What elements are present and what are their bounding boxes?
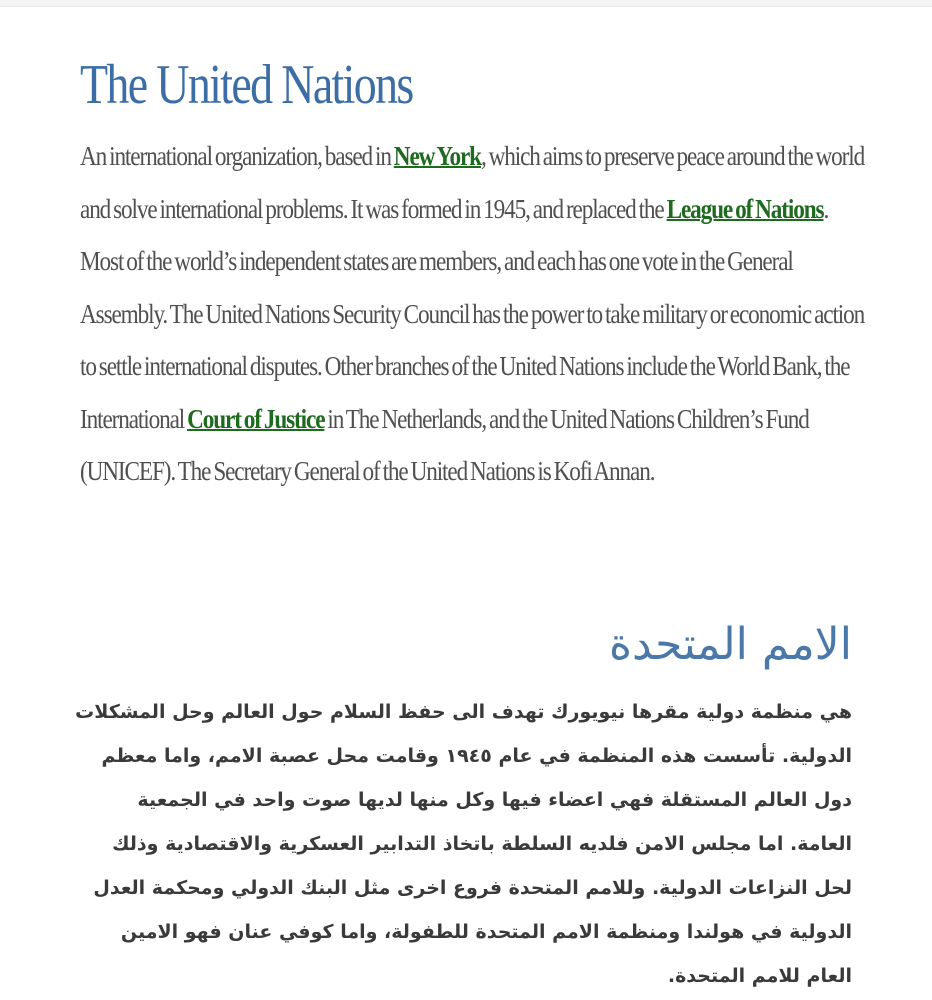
- court-of-justice-link[interactable]: Court of Justice: [187, 403, 325, 434]
- new-york-link[interactable]: New York: [393, 141, 481, 171]
- english-section: [80, 40, 870, 498]
- english-title: The United Nations: [80, 54, 413, 116]
- arabic-section: [72, 600, 852, 998]
- english-text-3: . Most of the world’s independent states are members, and each has one vote in the General Assembly. The United Nations Security Council has the power to take military or economic action to settle international disputes. Other branches of the United Nations include the World Bank, the International: [80, 193, 865, 434]
- english-text-1: An international organization, based in: [80, 141, 394, 171]
- arabic-paragraph: هي منظمة دولية مقرها نيويورك تهدف الى حفظ السلام حول العالم وحل المشكلات الدولية. تأسست هذه المنظمة في عام ١٩٤٥ وقامت محل عصبة الامم، واما معظم دول العالم المستقلة فهي اعضاء فيها وكل منها لديها صوت واحد في الجمعية العامة. اما مجلس الامن فلديه السلطة باتخاذ التدابير العسكرية والاقتصادية وذلك لحل النزاعات الدولية. وللامم المتحدة فروع اخرى مثل البنك الدولي ومحكمة العدل الدولية في هولندا ومنظمة الامم المتحدة للطفولة، واما كوفي عنان فهو الامين العام للامم المتحدة.: [75, 701, 852, 987]
- english-text-4: in The Netherlands, and the United Nations Children’s Fund (UNICEF). The Secretary General of the United Nations is Kofi Annan.: [80, 403, 809, 486]
- league-of-nations-link[interactable]: League of Nations: [666, 193, 824, 224]
- english-paragraph: [80, 130, 870, 498]
- english-text-2: , which aims to preserve peace around the world and solve international problems. It was formed in 1945, and replaced the: [80, 141, 865, 224]
- arabic-title: الامم المتحدة: [608, 619, 852, 670]
- top-border: [0, 0, 932, 7]
